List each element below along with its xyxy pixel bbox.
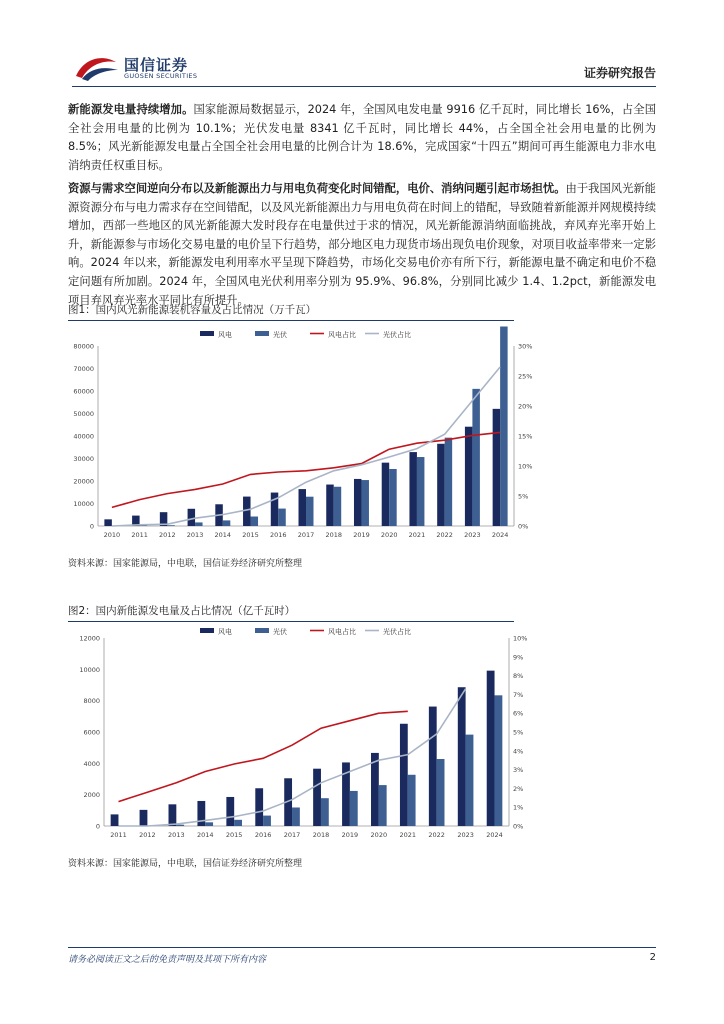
x-axis-tick-label: 2018: [325, 531, 343, 539]
legend-swatch-0: [200, 331, 214, 336]
left-axis-tick-label: 70000: [73, 365, 94, 373]
bar-wind: [429, 707, 437, 826]
bar-wind: [197, 801, 205, 826]
bar-wind: [458, 687, 466, 826]
x-axis-tick-label: 2021: [399, 831, 417, 839]
right-axis-tick-label: 25%: [518, 372, 533, 381]
right-axis-tick-label: 3%: [513, 766, 524, 775]
x-axis-tick-label: 2012: [159, 531, 176, 539]
bar-solar: [263, 816, 271, 826]
paragraph-lead: 资源与需求空间逆向分布以及新能源出力与用电负荷变化时间错配，电价、消纳问题引起市场担忧。: [68, 182, 566, 195]
left-axis-tick-label: 6000: [83, 728, 100, 737]
bar-solar: [292, 807, 300, 826]
logo-chinese-name: 国信证券: [124, 56, 189, 74]
bar-solar: [167, 525, 174, 526]
x-axis-tick-label: 2016: [269, 531, 287, 539]
x-axis-tick-label: 2017: [297, 531, 315, 539]
x-axis-tick-label: 2011: [110, 831, 127, 839]
bar-solar: [466, 735, 474, 826]
left-axis-tick-label: 0: [95, 822, 100, 831]
left-axis-tick-label: 40000: [73, 432, 94, 441]
bar-solar: [445, 438, 452, 526]
bar-wind: [111, 814, 119, 826]
bar-wind: [226, 797, 234, 826]
legend-swatch-0: [200, 628, 214, 633]
bar-solar: [176, 825, 184, 826]
legend-label-1: 光伏: [273, 331, 287, 339]
bar-solar: [437, 759, 445, 826]
x-axis-tick-label: 2019: [341, 831, 359, 839]
bar-wind: [354, 479, 361, 526]
right-axis-tick-label: 7%: [513, 690, 524, 699]
legend-label-3: 光伏占比: [383, 628, 411, 636]
bar-wind: [104, 519, 111, 526]
right-axis-tick-label: 1%: [513, 803, 524, 812]
legend-swatch-1: [255, 628, 269, 633]
left-axis-tick-label: 2000: [83, 791, 100, 800]
x-axis-tick-label: 2020: [380, 531, 398, 539]
footer-rule: [68, 947, 656, 948]
bar-solar: [408, 775, 416, 826]
bar-wind: [371, 753, 379, 826]
x-axis-tick-label: 2020: [370, 831, 388, 839]
bar-solar: [350, 791, 358, 826]
paragraph-lead: 新能源发电量持续增加。: [68, 103, 194, 116]
left-axis-tick-label: 80000: [73, 342, 94, 351]
bar-wind: [465, 427, 472, 526]
bar-wind: [326, 485, 333, 526]
legend-label-0: 风电: [218, 331, 232, 339]
x-axis-tick-label: 2023: [464, 531, 481, 539]
right-axis-tick-label: 10%: [513, 634, 528, 643]
paragraph-body: 由于我国风光新能源资源分布与电力需求存在空间错配，以及风光新能源出力与用电负荷在时间上的错配，导致随着新能源并网规模持续增加，西部一些地区的风光新能源大发时段存在电量供过于求的情况，风光新能源消纳面临挑战，弃风弃光率开始上升，新能源参与市场化交易电量的电价呈下行趋势，部分地区电力现货市场出现负电价现象，对项目收益率带来一定影响。2024 年以来，新能源发电利用率水平呈现下降趋势，市场化交易电价亦有所下行，新能源电量不确定和电价不稳定问题有所加剧。2024 年，全国风电光伏利用率分别为 95.9%、96.8%，分别同比减少 1.4、1.2pct，新能源发电项目弃风弃光率水平同比有所提升。: [68, 182, 656, 307]
x-axis-tick-label: 2022: [428, 831, 445, 839]
logo-english-name: GUOSEN SECURITIES: [124, 72, 198, 80]
right-axis-tick-label: 6%: [513, 709, 524, 718]
legend-label-2: 风电占比: [328, 628, 356, 636]
x-axis-tick-label: 2014: [214, 531, 232, 539]
x-axis-tick-label: 2019: [353, 531, 370, 539]
figure-2-title: 图2：国内新能源发电量及占比情况（亿千瓦时）: [68, 605, 296, 617]
figure-1-rule: [68, 320, 514, 321]
right-axis-tick-label: 0%: [518, 522, 529, 531]
right-axis-tick-label: 2%: [513, 784, 524, 793]
bar-wind: [299, 489, 306, 526]
guosen-logo: [72, 52, 212, 82]
bar-solar: [278, 509, 285, 526]
paragraph-body: 国家能源局数据显示，2024 年，全国风电发电量 9916 亿千瓦时，同比增长 16%，占全国全社会用电量的比例为 10.1%；光伏发电量 8341 亿千瓦时，同比增长 44%，占全国全社会用电量的比例为 8.5%；风光新能源发电量占全国全社会用电量的比例合计为 18.6%，完成国家“十四五”期间可再生能源电力非水电消纳责任权重目标。: [68, 103, 656, 172]
bar-wind: [493, 409, 500, 526]
right-axis-tick-label: 10%: [518, 462, 533, 471]
bar-solar: [251, 517, 258, 526]
legend-swatch-1: [255, 331, 269, 336]
x-axis-tick-label: 2022: [436, 531, 453, 539]
bar-wind: [255, 788, 263, 826]
left-axis-tick-label: 8000: [83, 697, 100, 706]
left-axis-tick-label: 20000: [73, 477, 94, 486]
left-axis-tick-label: 50000: [73, 410, 94, 418]
right-axis-tick-label: 8%: [513, 672, 524, 681]
legend-label-2: 风电占比: [328, 331, 356, 339]
legend-label-1: 光伏: [273, 628, 287, 636]
x-axis-tick-label: 2021: [408, 531, 426, 539]
figure-1-title: 图1：国内风光新能源装机容量及占比情况（万千瓦）: [68, 304, 317, 316]
figure-1-source: 资料来源：国家能源局，中电联，国信证券经济研究所整理: [68, 559, 303, 569]
right-axis-tick-label: 5%: [513, 728, 524, 737]
bar-solar: [334, 487, 341, 526]
bar-solar: [234, 820, 242, 826]
report-header: [72, 52, 656, 87]
right-axis-tick-label: 15%: [518, 432, 533, 441]
x-axis-tick-label: 2023: [457, 831, 474, 839]
x-axis-tick-label: 2016: [254, 831, 272, 839]
right-axis-tick-label: 9%: [513, 653, 524, 662]
bar-wind: [243, 497, 250, 526]
figure-2-chart: [68, 623, 538, 845]
left-axis-tick-label: 4000: [83, 759, 100, 768]
bar-solar: [361, 480, 368, 526]
bar-solar: [195, 522, 202, 526]
footer-disclaimer: 请务必阅读正文之后的免责声明及其项下所有内容: [68, 955, 267, 965]
logo-swoosh-icon: [72, 52, 122, 82]
paragraph-market-concerns: [68, 180, 656, 310]
bar-wind: [487, 671, 495, 826]
bar-solar: [500, 327, 507, 526]
report-type: 证券研究报告: [583, 66, 656, 80]
figure-2-rule: [68, 621, 514, 622]
x-axis-tick-label: 2018: [312, 831, 330, 839]
bar-solar: [306, 497, 313, 526]
bar-solar: [205, 822, 213, 826]
bar-solar: [223, 520, 230, 526]
x-axis-tick-label: 2017: [283, 831, 301, 839]
bar-wind: [313, 769, 321, 826]
bar-wind: [188, 509, 195, 526]
left-axis-tick-label: 12000: [79, 634, 100, 643]
x-axis-tick-label: 2012: [139, 831, 156, 839]
x-axis-tick-label: 2024: [486, 831, 503, 839]
bar-wind: [140, 810, 148, 826]
bar-solar: [472, 389, 479, 526]
bar-wind: [382, 463, 389, 526]
paragraph-power-generation: [68, 101, 656, 175]
left-axis-tick-label: 30000: [73, 455, 94, 463]
bar-wind: [169, 804, 177, 826]
x-axis-tick-label: 2011: [131, 531, 148, 539]
page-number: 2: [649, 952, 656, 963]
right-axis-tick-label: 5%: [518, 492, 529, 501]
bar-solar: [495, 695, 503, 826]
x-axis-tick-label: 2013: [186, 531, 204, 539]
right-axis-tick-label: 0%: [513, 822, 524, 831]
bar-solar: [321, 798, 329, 826]
left-axis-tick-label: 10000: [79, 665, 100, 674]
legend-label-3: 光伏占比: [383, 331, 411, 339]
bar-solar: [417, 457, 424, 526]
right-axis-tick-label: 30%: [518, 342, 533, 351]
left-axis-tick-label: 0: [89, 522, 94, 531]
figure-1-chart: [68, 323, 548, 548]
bar-solar: [389, 469, 396, 526]
bar-wind: [409, 452, 416, 526]
figure-2-source: 资料来源：国家能源局，中电联，国信证券经济研究所整理: [68, 859, 303, 869]
x-axis-tick-label: 2014: [196, 831, 214, 839]
x-axis-tick-label: 2024: [491, 531, 509, 539]
x-axis-tick-label: 2015: [225, 831, 243, 839]
bar-solar: [379, 785, 387, 826]
bar-wind: [400, 724, 408, 826]
left-axis-tick-label: 10000: [73, 500, 94, 508]
right-axis-tick-label: 4%: [513, 747, 524, 756]
bar-wind: [437, 444, 444, 526]
x-axis-tick-label: 2010: [103, 531, 121, 539]
legend-label-0: 风电: [218, 628, 232, 636]
right-axis-tick-label: 20%: [518, 402, 533, 411]
x-axis-tick-label: 2013: [168, 831, 185, 839]
x-axis-tick-label: 2015: [242, 531, 259, 539]
left-axis-tick-label: 60000: [73, 387, 94, 396]
